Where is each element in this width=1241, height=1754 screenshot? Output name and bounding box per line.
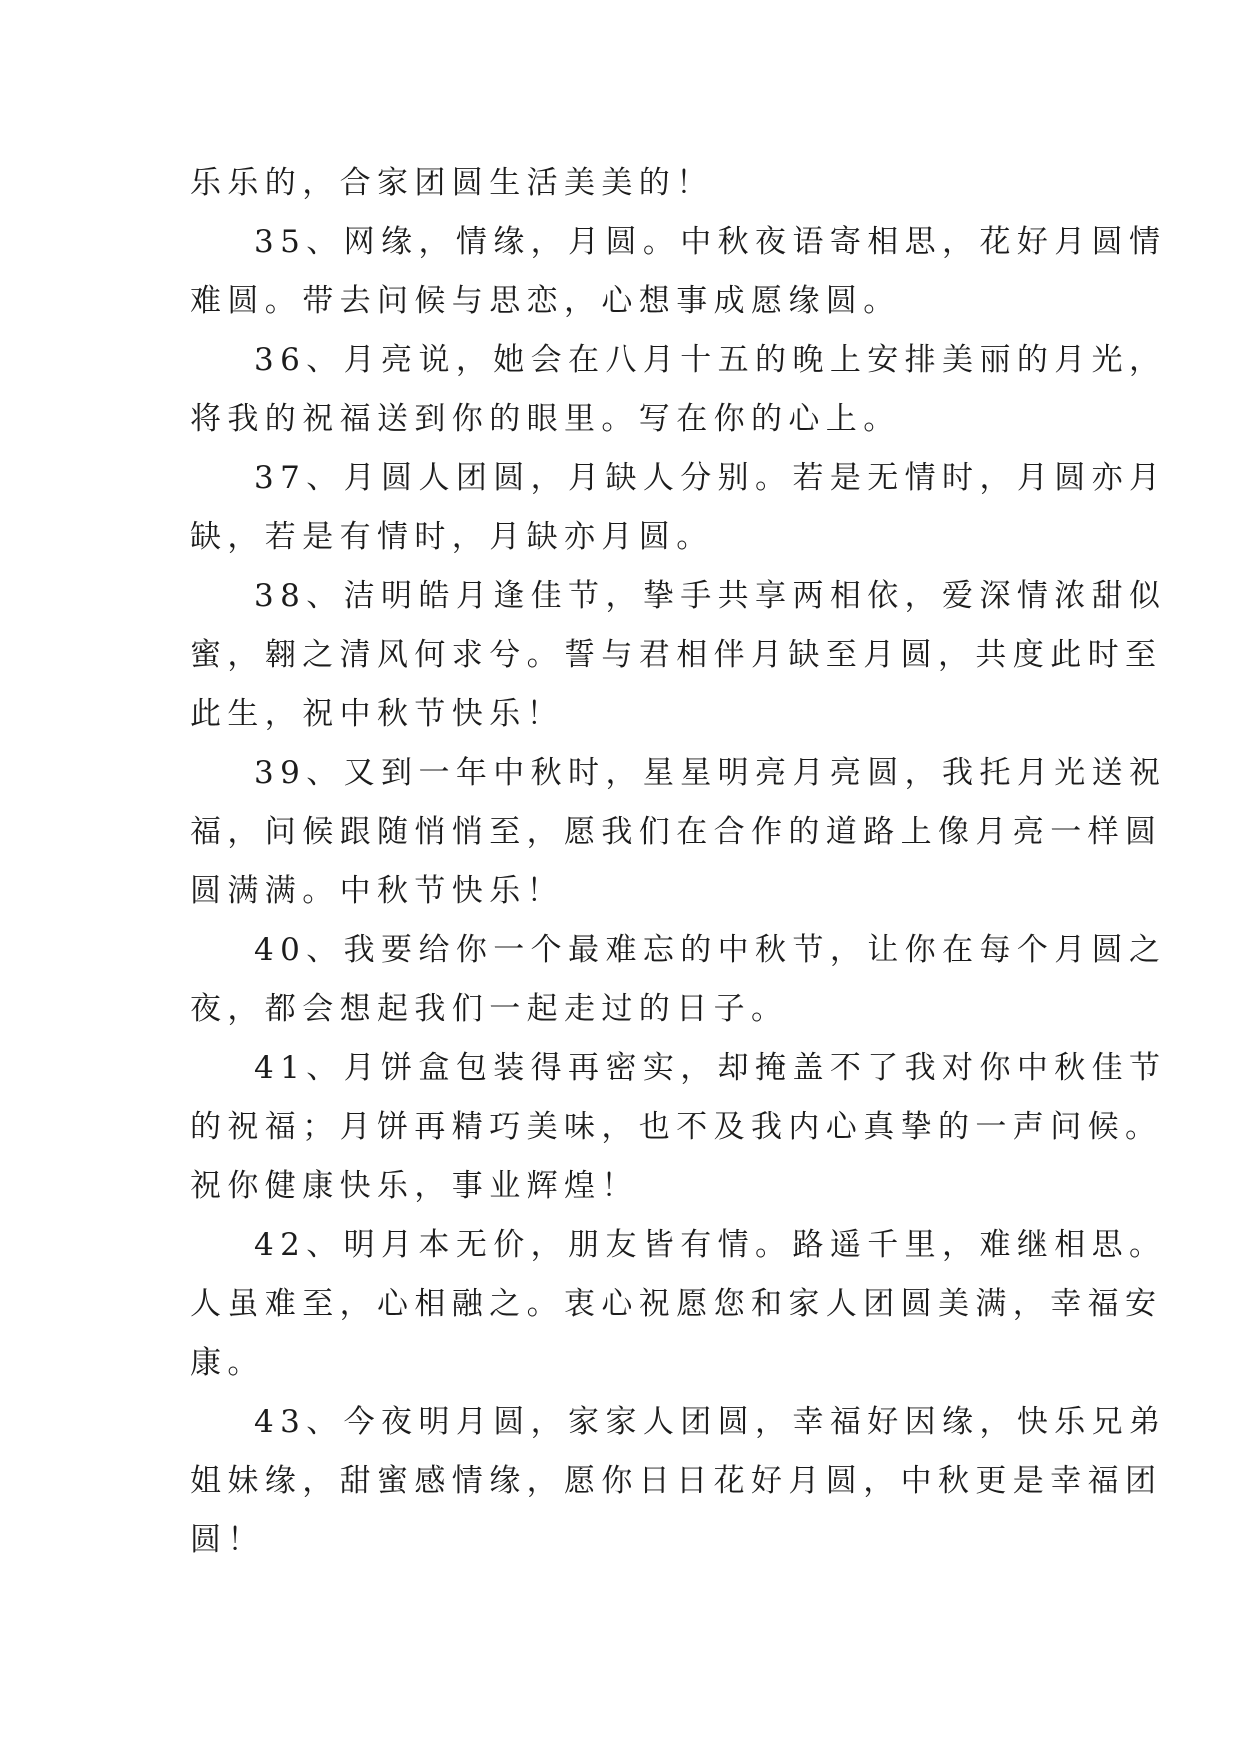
paragraph-37-line-1: 37、月圆人团圆，月缺人分别。若是无情时，月圆亦月: [254, 460, 1167, 496]
paragraph-41-line-2: 的祝福；月饼再精巧美味，也不及我内心真挚的一声问候。: [190, 1109, 1163, 1145]
paragraph-39-line-1: 39、又到一年中秋时，星星明亮月亮圆，我托月光送祝: [254, 755, 1167, 791]
paragraph-35-line-1: 35、网缘，情缘，月圆。中秋夜语寄相思，花好月圆情: [254, 224, 1167, 260]
paragraph-38-line-1: 38、洁明皓月逢佳节，挚手共享两相依，爱深情浓甜似: [254, 578, 1167, 614]
paragraph-39-line-2: 福，问候跟随悄悄至，愿我们在合作的道路上像月亮一样圆: [190, 814, 1163, 850]
paragraph-39-line-3: 圆满满。中秋节快乐！: [190, 873, 564, 909]
text-line: 乐乐的，合家团圆生活美美的！: [190, 165, 714, 201]
paragraph-38-line-2: 蜜，翱之清风何求兮。誓与君相伴月缺至月圆，共度此时至: [190, 637, 1163, 673]
paragraph-42-line-2: 人虽难至，心相融之。衷心祝愿您和家人团圆美满，幸福安: [190, 1286, 1163, 1322]
paragraph-42-line-3: 康。: [190, 1345, 265, 1381]
paragraph-37-line-2: 缺，若是有情时，月缺亦月圆。: [190, 519, 714, 555]
paragraph-41-line-3: 祝你健康快乐，事业辉煌！: [190, 1168, 639, 1204]
paragraph-43-line-3: 圆！: [190, 1522, 265, 1558]
paragraph-38-line-3: 此生，祝中秋节快乐！: [190, 696, 564, 732]
paragraph-40-line-1: 40、我要给你一个最难忘的中秋节，让你在每个月圆之: [254, 932, 1167, 968]
paragraph-36-line-2: 将我的祝福送到你的眼里。写在你的心上。: [190, 401, 901, 437]
paragraph-43-line-1: 43、今夜明月圆，家家人团圆，幸福好因缘，快乐兄弟: [254, 1404, 1167, 1440]
body-text: [190, 154, 1167, 1570]
paragraph-35-line-2: 难圆。带去问候与思恋，心想事成愿缘圆。: [190, 283, 901, 319]
paragraph-41-line-1: 41、月饼盒包装得再密实，却掩盖不了我对你中秋佳节: [254, 1050, 1167, 1086]
paragraph-36-line-1: 36、月亮说，她会在八月十五的晚上安排美丽的月光，: [254, 342, 1167, 378]
paragraph-43-line-2: 姐妹缘，甜蜜感情缘，愿你日日花好月圆，中秋更是幸福团: [190, 1463, 1163, 1499]
paragraph-40-line-2: 夜，都会想起我们一起走过的日子。: [190, 991, 789, 1027]
paragraph-42-line-1: 42、明月本无价，朋友皆有情。路遥千里，难继相思。: [254, 1227, 1167, 1263]
